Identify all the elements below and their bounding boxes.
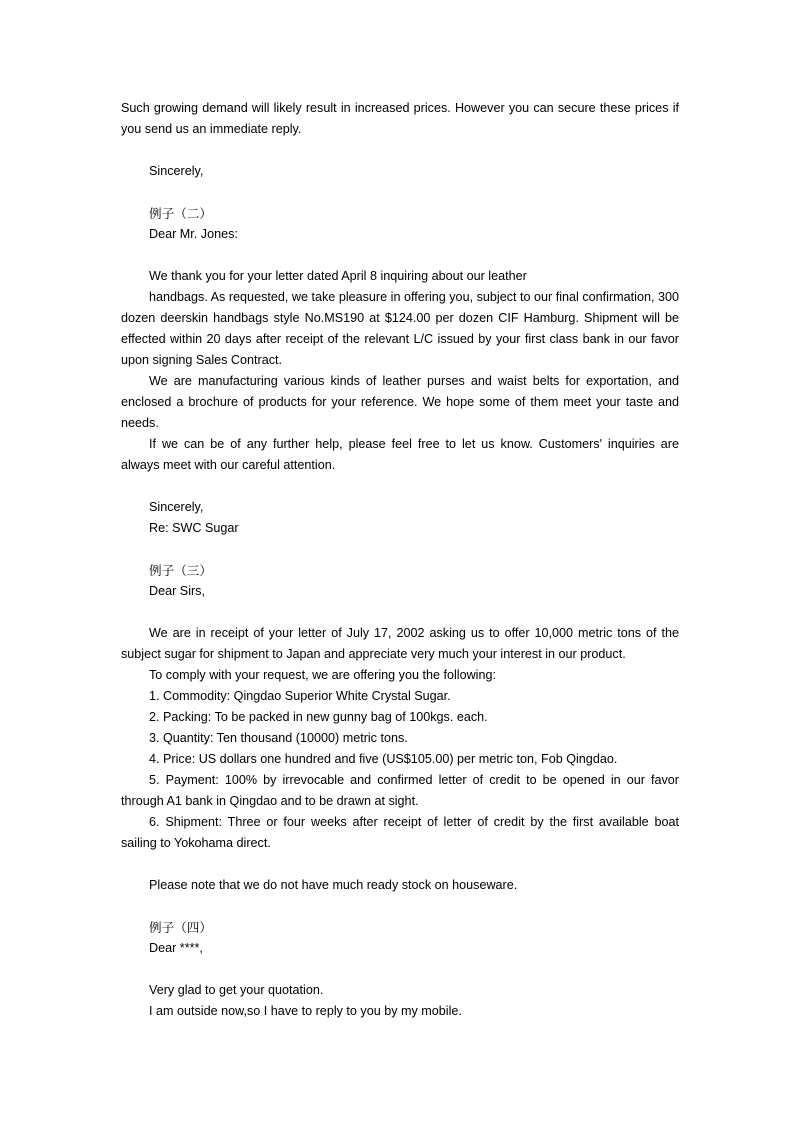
letter4-line1: Very glad to get your quotation. [149, 983, 324, 997]
letter1-body: Such growing demand will likely result in increased prices. However you can secure these prices if you send us an immediate reply. [121, 101, 679, 136]
offer-item-shipment: 6. Shipment: Three or four weeks after receipt of letter of credit by the first available boat sailing to Yokohama direct. [121, 815, 679, 850]
offer-item-packing: 2. Packing: To be packed in new gunny bag of 100kgs. each. [149, 710, 488, 724]
letter3-intro: To comply with your request, we are offering you the following: [149, 668, 496, 682]
letter1-closing: Sincerely, [149, 164, 204, 178]
letter2-re-line: Re: SWC Sugar [149, 521, 239, 535]
offer-item-price: 4. Price: US dollars one hundred and five (US$105.00) per metric ton, Fob Qingdao. [149, 752, 618, 766]
letter2-paragraph1: handbags. As requested, we take pleasure in offering you, subject to our final confirmation, 300 dozen deerskin handbags style No.MS190 at $124.00 per dozen CIF Hamburg. Shipment will be effected within 20 days after receipt of the relevant L/C issued by your first class bank in our favor upon signing Sales Contract. [121, 290, 679, 367]
letter4-heading: 例子（四） [149, 920, 212, 935]
letter4-line2: I am outside now,so I have to reply to you by my mobile. [149, 1004, 462, 1018]
offer-item-payment: 5. Payment: 100% by irrevocable and confirmed letter of credit to be opened in our favor through A1 bank in Qingdao and to be drawn at sight. [121, 773, 679, 808]
letter2-paragraph3: If we can be of any further help, please feel free to let us know. Customers' inquiries are always meet with our careful attention. [121, 437, 679, 472]
letter2-paragraph1-first-line: We thank you for your letter dated April 8 inquiring about our leather [149, 269, 527, 283]
letter3-paragraph1: We are in receipt of your letter of July 17, 2002 asking us to offer 10,000 metric tons of the subject sugar for shipment to Japan and appreciate very much your interest in our product. [121, 626, 679, 661]
document-body [121, 98, 679, 1022]
offer-item-quantity: 3. Quantity: Ten thousand (10000) metric tons. [149, 731, 408, 745]
letter4-salutation: Dear ****, [149, 941, 203, 955]
offer-item-commodity: 1. Commodity: Qingdao Superior White Crystal Sugar. [149, 689, 451, 703]
letter2-paragraph2: We are manufacturing various kinds of leather purses and waist belts for exportation, and enclosed a brochure of products for your reference. We hope some of them meet your taste and needs. [121, 374, 679, 430]
letter3-note: Please note that we do not have much ready stock on houseware. [149, 878, 518, 892]
letter2-closing: Sincerely, [149, 500, 204, 514]
letter3-salutation: Dear Sirs, [149, 584, 205, 598]
letter2-heading: 例子（二） [149, 206, 212, 221]
letter3-heading: 例子（三） [149, 563, 212, 578]
letter2-salutation: Dear Mr. Jones: [149, 227, 238, 241]
